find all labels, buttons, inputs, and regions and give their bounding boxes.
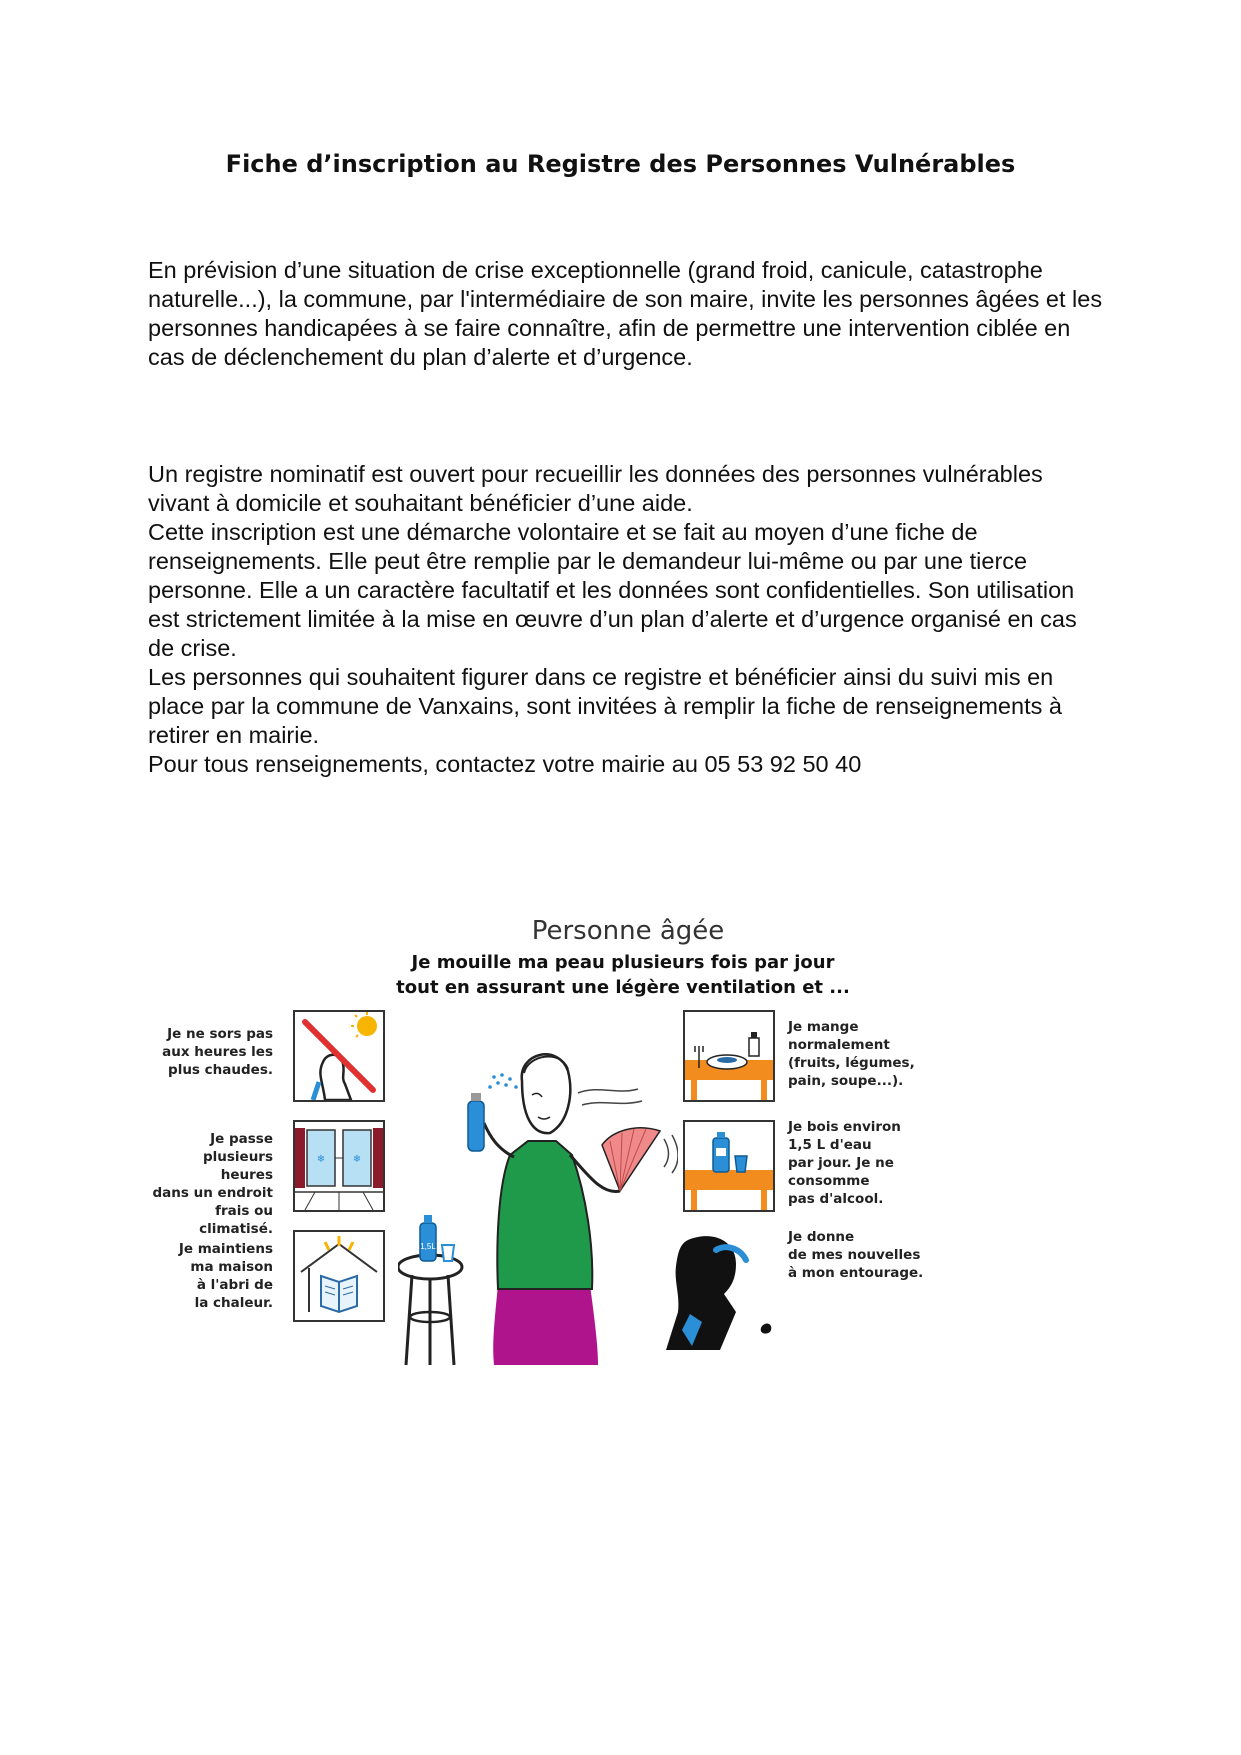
register-text-1: Un registre nominatif est ouvert pour recueillir les données des personnes vulnérables vivant à domicile et souhaitant bénéficier d’une aide.	[148, 461, 1043, 516]
caption-eat-normally: Je mange normalement (fruits, légumes, pain, soupe...).	[788, 1019, 915, 1089]
bottle-label: 1,5L	[420, 1242, 436, 1251]
drinking-water-icon	[683, 1120, 775, 1212]
illustration-subtitle	[298, 950, 948, 1000]
cool-room-icon	[293, 1120, 385, 1212]
house-shade-icon	[293, 1230, 385, 1322]
svg-text:❄: ❄	[316, 1154, 326, 1165]
intro-paragraph	[148, 256, 1108, 372]
no-sun-icon	[293, 1010, 385, 1102]
heatwave-illustration	[148, 910, 998, 1410]
svg-text:❄: ❄	[352, 1154, 362, 1165]
register-text-2: Cette inscription est une démarche volontaire et se fait au moyen d’une fiche de renseignements. Elle peut être remplie par le demandeur lui-même ou par une tierce personne. Elle a un caractère facultatif et les données sont confidentielles. Son utilisation est strictement limitée à la mise en œuvre d’un plan d’alerte et d’urgence organisé en cas de crise.	[148, 519, 1077, 661]
illustration-title: Personne âgée	[531, 916, 725, 946]
eating-meal-icon	[683, 1010, 775, 1102]
register-paragraph	[148, 460, 1108, 779]
contact-line: Pour tous renseignements, contactez votre mairie au 05 53 92 50 40	[148, 751, 862, 777]
caption-give-news: Je donne de mes nouvelles à mon entourage.	[788, 1229, 924, 1281]
caption-drink-water: Je bois environ 1,5 L d'eau par jour. Je ne consomme pas d'alcool.	[788, 1119, 901, 1207]
elderly-woman-figure	[398, 1045, 678, 1385]
subtitle-line-1: Je mouille ma peau plusieurs fois par jour	[411, 952, 835, 973]
register-text-3: Les personnes qui souhaitent figurer dans ce registre et bénéficier ainsi du suivi mis en place par la commune de Vanxains, sont invitées à remplir la fiche de renseignements à retirer en mairie.	[148, 664, 1062, 748]
caption-house-shelter: Je maintiens ma maison à l'abri de la chaleur.	[178, 1241, 273, 1311]
subtitle-line-2: tout en assurant une légère ventilation et ...	[396, 977, 850, 998]
caption-no-going-out: Je ne sors pas aux heures les plus chaudes.	[162, 1026, 273, 1078]
intro-text: En prévision d’une situation de crise exceptionnelle (grand froid, canicule, catastrophe naturelle...), la commune, par l'intermédiaire de son maire, invite les personnes âgées et les personnes handicapées à se faire connaître, afin de permettre une intervention ciblée en cas de déclenchement du plan d’alerte et d’urgence.	[148, 257, 1103, 370]
phone-call-icon	[666, 1230, 776, 1350]
document-title: Fiche d’inscription au Registre des Personnes Vulnérables	[225, 150, 1016, 178]
caption-cool-place: Je passe plusieurs heures dans un endroit frais ou climatisé.	[152, 1131, 273, 1237]
